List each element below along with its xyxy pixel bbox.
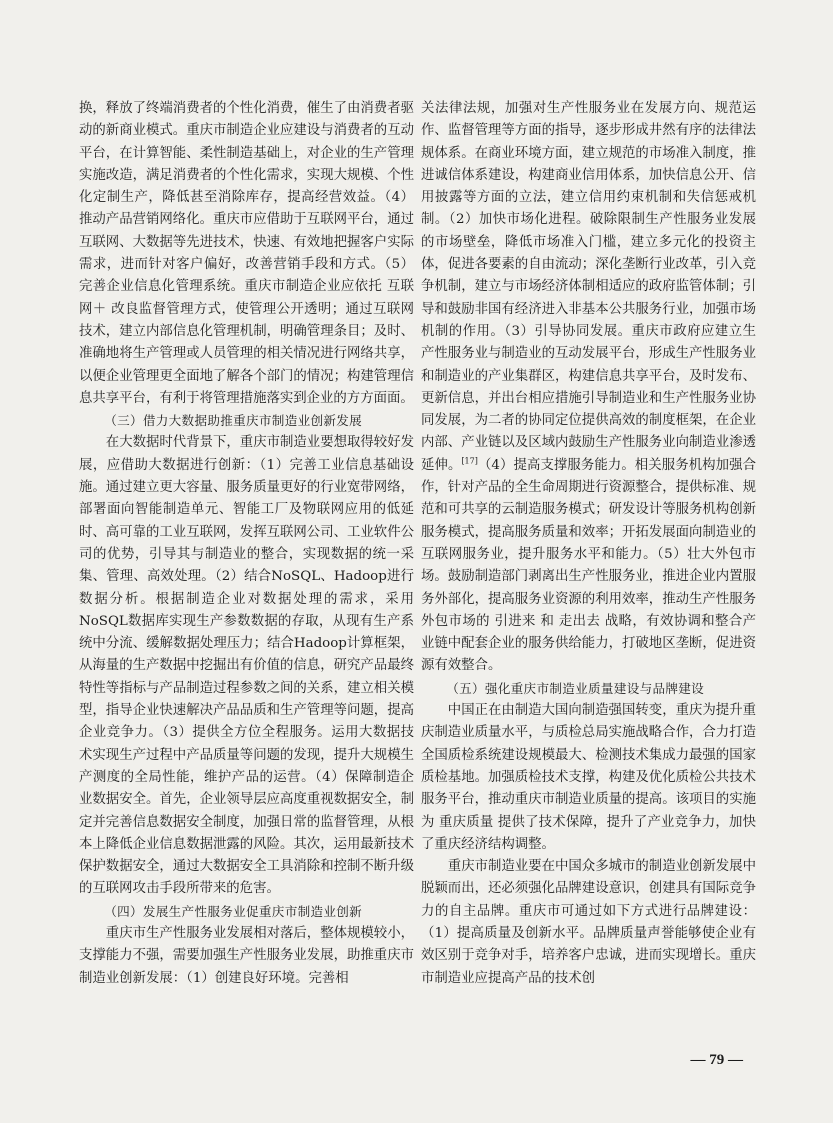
page-number: — 79 — xyxy=(690,1052,743,1068)
right-paragraph-1-tail: （4）提高支撑服务能力。相关服务机构加强合作，针对产品的全生命周期进行资源整合，提供标准、规范和可共享的云制造服务模式；研发设计等服务机构创新服务模式，提高服务质量和效率；开拓发展面向制造业的互联网服务业，提升服务水平和能力。（5）壮大外包市场。鼓励制造部门剥离出生产性服务业，推进企业内置服务外部化，提高服务业资源的利用效率，推动生产性服务外包市场的 引进来 和 走出去 战略，有效协调和整合产业链中配套企业的服务供给能力，打破地区垄断，促进资源有效整合。 xyxy=(421,457,756,674)
left-column xyxy=(79,98,414,990)
right-paragraph-1-text: 关法律法规，加强对生产性服务业在发展方向、规范运作、监督管理等方面的指导，逐步形成井然有序的法律法规体系。在商业环境方面，建立规范的市场准入制度，推进诚信体系建设，构建商业信用体系，加快信息公开、信用披露等方面的立法，建立信用约束机制和失信惩戒机制。（2）加快市场化进程。破除限制生产性服务业发展的市场壁垒，降低市场准入门槛，建立多元化的投资主体，促进各要素的自由流动；深化垄断行业改革，引入竞争机制，建立与市场经济体制相适应的政府监管体制；引导和鼓励非国有经济进入非基本公共服务行业，加强市场机制的作用。（3）引导协同发展。重庆市政府应建立生产性服务业与制造业的互动发展平台，形成生产性服务业和制造业的产业集群区，构建信息共享平台，及时发布、更新信息，并出台相应措施引导制造业和生产性服务业协同发展，为二者的协同定位提供高效的制度框架，在企业内部、产业链以及区域内鼓励生产性服务业向制造业渗透延伸。 xyxy=(421,101,756,473)
section-heading-4: （四）发展生产性服务业促重庆市制造业创新 xyxy=(104,903,363,919)
right-column xyxy=(421,98,756,990)
section-heading-3: （三）借力大数据助推重庆市制造业创新发展 xyxy=(104,413,363,429)
right-paragraph-3: 重庆市制造业要在中国众多城市的制造业创新发展中脱颖而出，还必须强化品牌建设意识，创建具有国际竞争力的自主品牌。重庆市可通过如下方式进行品牌建设：（1）提高质量及创新水平。品牌质量声誉能够使企业有效区别于竞争对手，培养客户忠诚，进而实现增长。重庆市制造业应提高产品的技术创 xyxy=(421,859,756,986)
left-paragraph-3: 重庆市生产性服务业发展相对落后，整体规模较小，支撑能力不强，需要加强生产性服务业发展，助推重庆市制造业创新发展：（1）创建良好环境。完善相 xyxy=(79,925,414,986)
section-heading-5: （五）强化重庆市制造业质量建设与品牌建设 xyxy=(446,680,705,696)
right-paragraph-2: 中国正在由制造大国向制造强国转变，重庆为提升重庆制造业质量水平，与质检总局实施战略合作，合力打造全国质检系统建设规模最大、检测技术集成力最强的国家质检基地。加强质检技术支撑，构建及优化质检公共技术服务平台，推动重庆市制造业质量的提高。该项目的实施为 重庆质量 提供了技术保障，提升了产业竞争力，加快了重庆经济结构调整。 xyxy=(421,703,756,852)
left-paragraph-1: 换，释放了终端消费者的个性化消费，催生了由消费者驱动的新商业模式。重庆市制造企业应建设与消费者的互动平台，在计算智能、柔性制造基础上，对企业的生产管理实施改造，满足消费者的个性化需求，实现大规模、个性化定制生产，降低甚至消除库存，提高经营效益。（4）推动产品营销网络化。重庆市应借助于互联网平台，通过互联网、大数据等先进技术，快速、有效地把握客户实际需求，进而针对客户偏好，改善营销手段和方式。（5）完善企业信息化管理系统。重庆市制造企业应依托 互联网＋ 改良监督管理方式，使管理公开透明；通过互联网技术，建立内部信息化管理机制，明确管理条目；及时、准确地将生产管理或人员管理的相关情况进行网络共享，以便企业管理更全面地了解各个部门的情况；构建管理信息共享平台，有利于将管理措施落实到企业的方方面面。 xyxy=(79,101,414,406)
right-paragraph-1 xyxy=(421,98,756,678)
left-paragraph-2: 在大数据时代背景下，重庆市制造业要想取得较好发展，应借助大数据进行创新：（1）完善工业信息基础设施。通过建立更大容量、服务质量更好的行业宽带网络，部署面向智能制造单元、智能工厂及物联网应用的低延时、高可靠的工业互联网，发挥互联网公司、工业软件公司的优势，引导其与制造业的整合，实现数据的统一采集、管理、高效处理。（2）结合NoSQL、Hadoop进行数据分析。根据制造企业对数据处理的需求，采用NoSQL数据库实现生产参数数据的存取，从现有生产系统中分流、缓解数据处理压力；结合Hadoop计算框架，从海量的生产数据中挖掘出有价值的信息，研究产品最终特性等指标与产品制造过程参数之间的关系，建立相关模型，指导企业快速解决产品品质和生产管理等问题，提高企业竞争力。（3）提供全方位全程服务。运用大数据技术实现生产过程中产品质量等问题的发现，提升大规模生产测度的全局性能，维护产品的运营。（4）保障制造企业数据安全。首先，企业领导层应高度重视数据安全，制定并完善信息数据安全制度，加强日常的监督管理，从根本上降低企业信息数据泄露的风险。其次，运用最新技术保护数据安全，通过大数据安全工具消除和控制不断升级的互联网攻击手段所带来的危害。 xyxy=(79,435,414,897)
citation-ref: [17] xyxy=(461,456,478,466)
